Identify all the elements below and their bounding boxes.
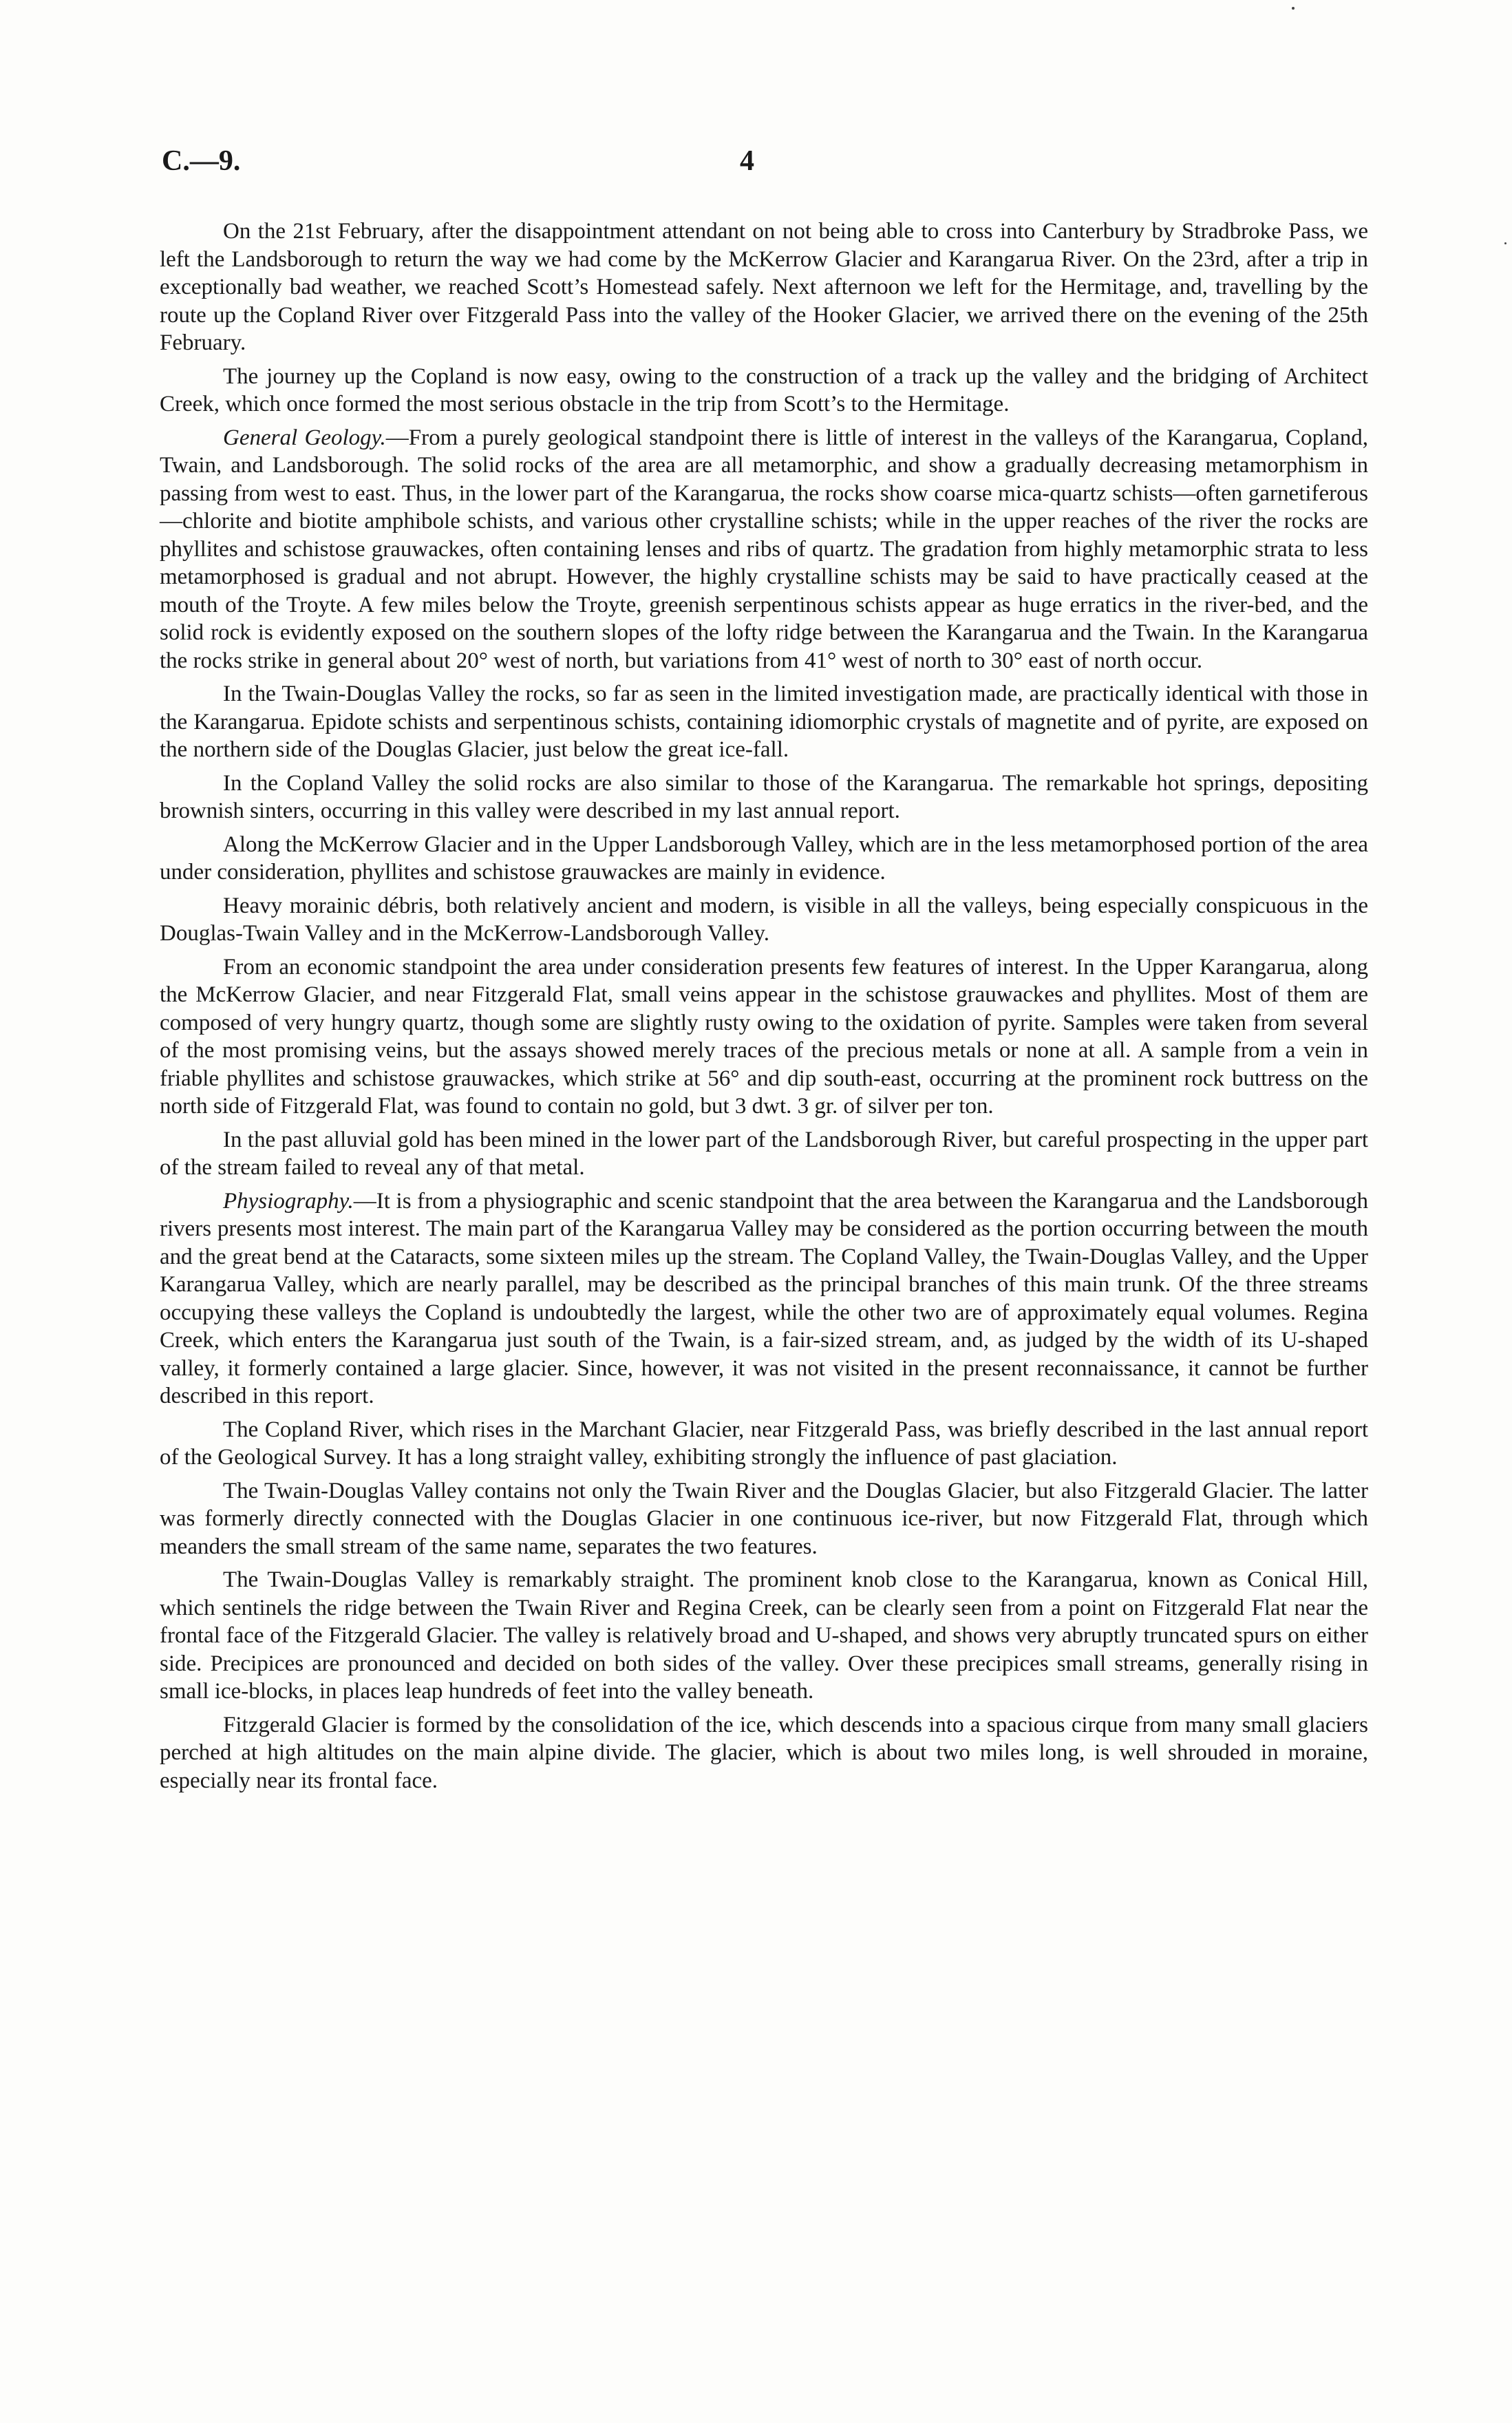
paragraph-text: Fitzgerald Glacier is formed by the consolidation of the ice, which descends into a spacious cirque from many small glaciers perched at high altitudes on the main alpine divide. The glacier, which is about two miles long, is well shrouded in moraine, especially near its frontal face. — [160, 1712, 1368, 1793]
paragraph — [160, 218, 1368, 357]
paragraph — [160, 953, 1368, 1121]
paragraph — [160, 1711, 1368, 1795]
document-reference: C.—9. — [162, 145, 241, 177]
paragraph — [160, 1566, 1368, 1706]
paragraph — [160, 892, 1368, 948]
scan-speck — [1504, 242, 1506, 244]
paragraph-text: The journey up the Copland is now easy, owing to the construction of a track up the valley and the bridging of Architect Creek, which once formed the most serious obstacle in the trip from Scott’s to the Hermitage. — [160, 363, 1368, 416]
paragraph-text: The Twain-Douglas Valley is remarkably straight. The prominent knob close to the Karangarua, known as Conical Hill, which sentinels the ridge between the Twain River and Regina Creek, can be clearly seen from a point on Fitzgerald Flat near the frontal face of the Fitzgerald Glacier. The valley is relatively broad and U-shaped, and shows very abruptly truncated spurs on either side. Precipices are pronounced and decided on both sides of the valley. Over these precipices small streams, generally rising in small ice-blocks, in places leap hundreds of feet into the valley beneath. — [160, 1567, 1368, 1704]
paragraph — [160, 424, 1368, 675]
paragraph-text: From an economic standpoint the area under consideration presents few features of interest. In the Upper Karangarua, along the McKerrow Glacier, and near Fitzgerald Flat, small veins appear in the schistose grauwackes and phyllites. Most of them are composed of very hungry quartz, though some are slightly rusty owing to the oxidation of pyrite. Samples were taken from several of the most promising veins, but the assays showed merely traces of the precious metals or none at all. A sample from a vein in friable phyllites and schistose grauwackes, which strike at 56° and dip south-east, occurring at the prominent rock buttress on the north side of Fitzgerald Flat, was found to contain no gold, but 3 dwt. 3 gr. of silver per ton. — [160, 954, 1368, 1119]
paragraph — [160, 1187, 1368, 1410]
section-heading: General Geology. — [223, 425, 386, 450]
paragraph-text: Heavy morainic débris, both relatively ancient and modern, is visible in all the valleys, being especially conspicuous in the Douglas-Twain Valley and in the McKerrow-Landsborough Valley. — [160, 893, 1368, 946]
paragraph-text: In the Twain-Douglas Valley the rocks, so far as seen in the limited investigation made, are practically identical with those in the Karangarua. Epidote schists and serpentinous schists, containing idiomorphic crystals of magnetite and of pyrite, are exposed on the northern side of the Douglas Glacier, just below the great ice-fall. — [160, 681, 1368, 762]
paragraph-text: On the 21st February, after the disappointment attendant on not being able to cross into Canterbury by Stradbroke Pass, we left the Landsborough to return the way we had come by the McKerrow Glacier and Karangarua River. On the 23rd, after a trip in exceptionally bad weather, we reached Scott’s Homestead safely. Next afternoon we left for the Hermitage, and, travelling by the route up the Copland River over Fitzgerald Pass into the valley of the Hooker Glacier, we arrived there on the evening of the 25th February. — [160, 219, 1368, 355]
paragraph-text: The Twain-Douglas Valley contains not only the Twain River and the Douglas Glacier, but also Fitzgerald Glacier. The latter was formerly directly connected with the Douglas Glacier in one continuous ice-river, but now Fitzgerald Flat, through which meanders the small stream of the same name, separates the two features. — [160, 1478, 1368, 1559]
paragraph-text: —It is from a physiographic and scenic standpoint that the area between the Karangarua and the Landsborough rivers presents most interest. The main part of the Karangarua Valley may be considered as the portion occurring between the mouth and the great bend at the Cataracts, some sixteen miles up the stream. The Copland Valley, the Twain-Douglas Valley, and the Upper Karangarua Valley, which are nearly parallel, may be described as the principal branches of this main trunk. Of the three streams occupying these valleys the Copland is undoubtedly the largest, while the other two are of approximately equal volumes. Regina Creek, which enters the Karangarua just south of the Twain, is a fair-sized stream, and, as judged by the width of its U-shaped valley, it formerly contained a large glacier. Since, however, it was not visited in the present reconnaissance, it cannot be further described in this report. — [160, 1188, 1368, 1408]
paragraph — [160, 770, 1368, 825]
paragraph — [160, 1416, 1368, 1472]
page-number: 4 — [740, 145, 754, 177]
paragraph-text: The Copland River, which rises in the Marchant Glacier, near Fitzgerald Pass, was briefly described in the last annual report of the Geological Survey. It has a long straight valley, exhibiting strongly the influence of past glaciation. — [160, 1417, 1368, 1470]
section-heading: Physiography. — [223, 1188, 354, 1214]
paragraph — [160, 1477, 1368, 1561]
body-text — [160, 218, 1368, 1800]
paragraph — [160, 680, 1368, 764]
paragraph — [160, 363, 1368, 419]
paragraph — [160, 831, 1368, 887]
paragraph — [160, 1126, 1368, 1182]
paragraph-text: Along the McKerrow Glacier and in the Upper Landsborough Valley, which are in the less metamorphosed portion of the area under consideration, phyllites and schistose grauwackes are mainly in evidence. — [160, 832, 1368, 885]
scan-speck — [1292, 7, 1295, 10]
paragraph-text: In the Copland Valley the solid rocks are also similar to those of the Karangarua. The remarkable hot springs, depositing brownish sinters, occurring in this valley were described in my last annual report. — [160, 770, 1368, 823]
page-header — [162, 145, 1401, 186]
paragraph-text: In the past alluvial gold has been mined in the lower part of the Landsborough River, but careful prospecting in the upper part of the stream failed to reveal any of that metal. — [160, 1127, 1368, 1180]
paragraph-text: —From a purely geological standpoint there is little of interest in the valleys of the Karangarua, Copland, Twain, and Landsborough. The solid rocks of the area are all metamorphic, and show a gradually decreasing metamorphism in passing from west to east. Thus, in the lower part of the Karangarua, the rocks show coarse mica-quartz schists—often garnetiferous—chlorite and biotite amphibole schists, and various other crystalline schists; while in the upper reaches of the river the rocks are phyllites and schistose grauwackes, often containing lenses and ribs of quartz. The gradation from highly metamorphic strata to less metamorphosed is gradual and not abrupt. However, the highly crystalline schists may be said to have practically ceased at the mouth of the Troyte. A few miles below the Troyte, greenish serpentinous schists appear as huge erratics in the river-bed, and the solid rock is evidently exposed on the southern slopes of the lofty ridge between the Karangarua and the Twain. In the Karangarua the rocks strike in general about 20° west of north, but variations from 41° west of north to 30° east of north occur. — [160, 425, 1369, 673]
